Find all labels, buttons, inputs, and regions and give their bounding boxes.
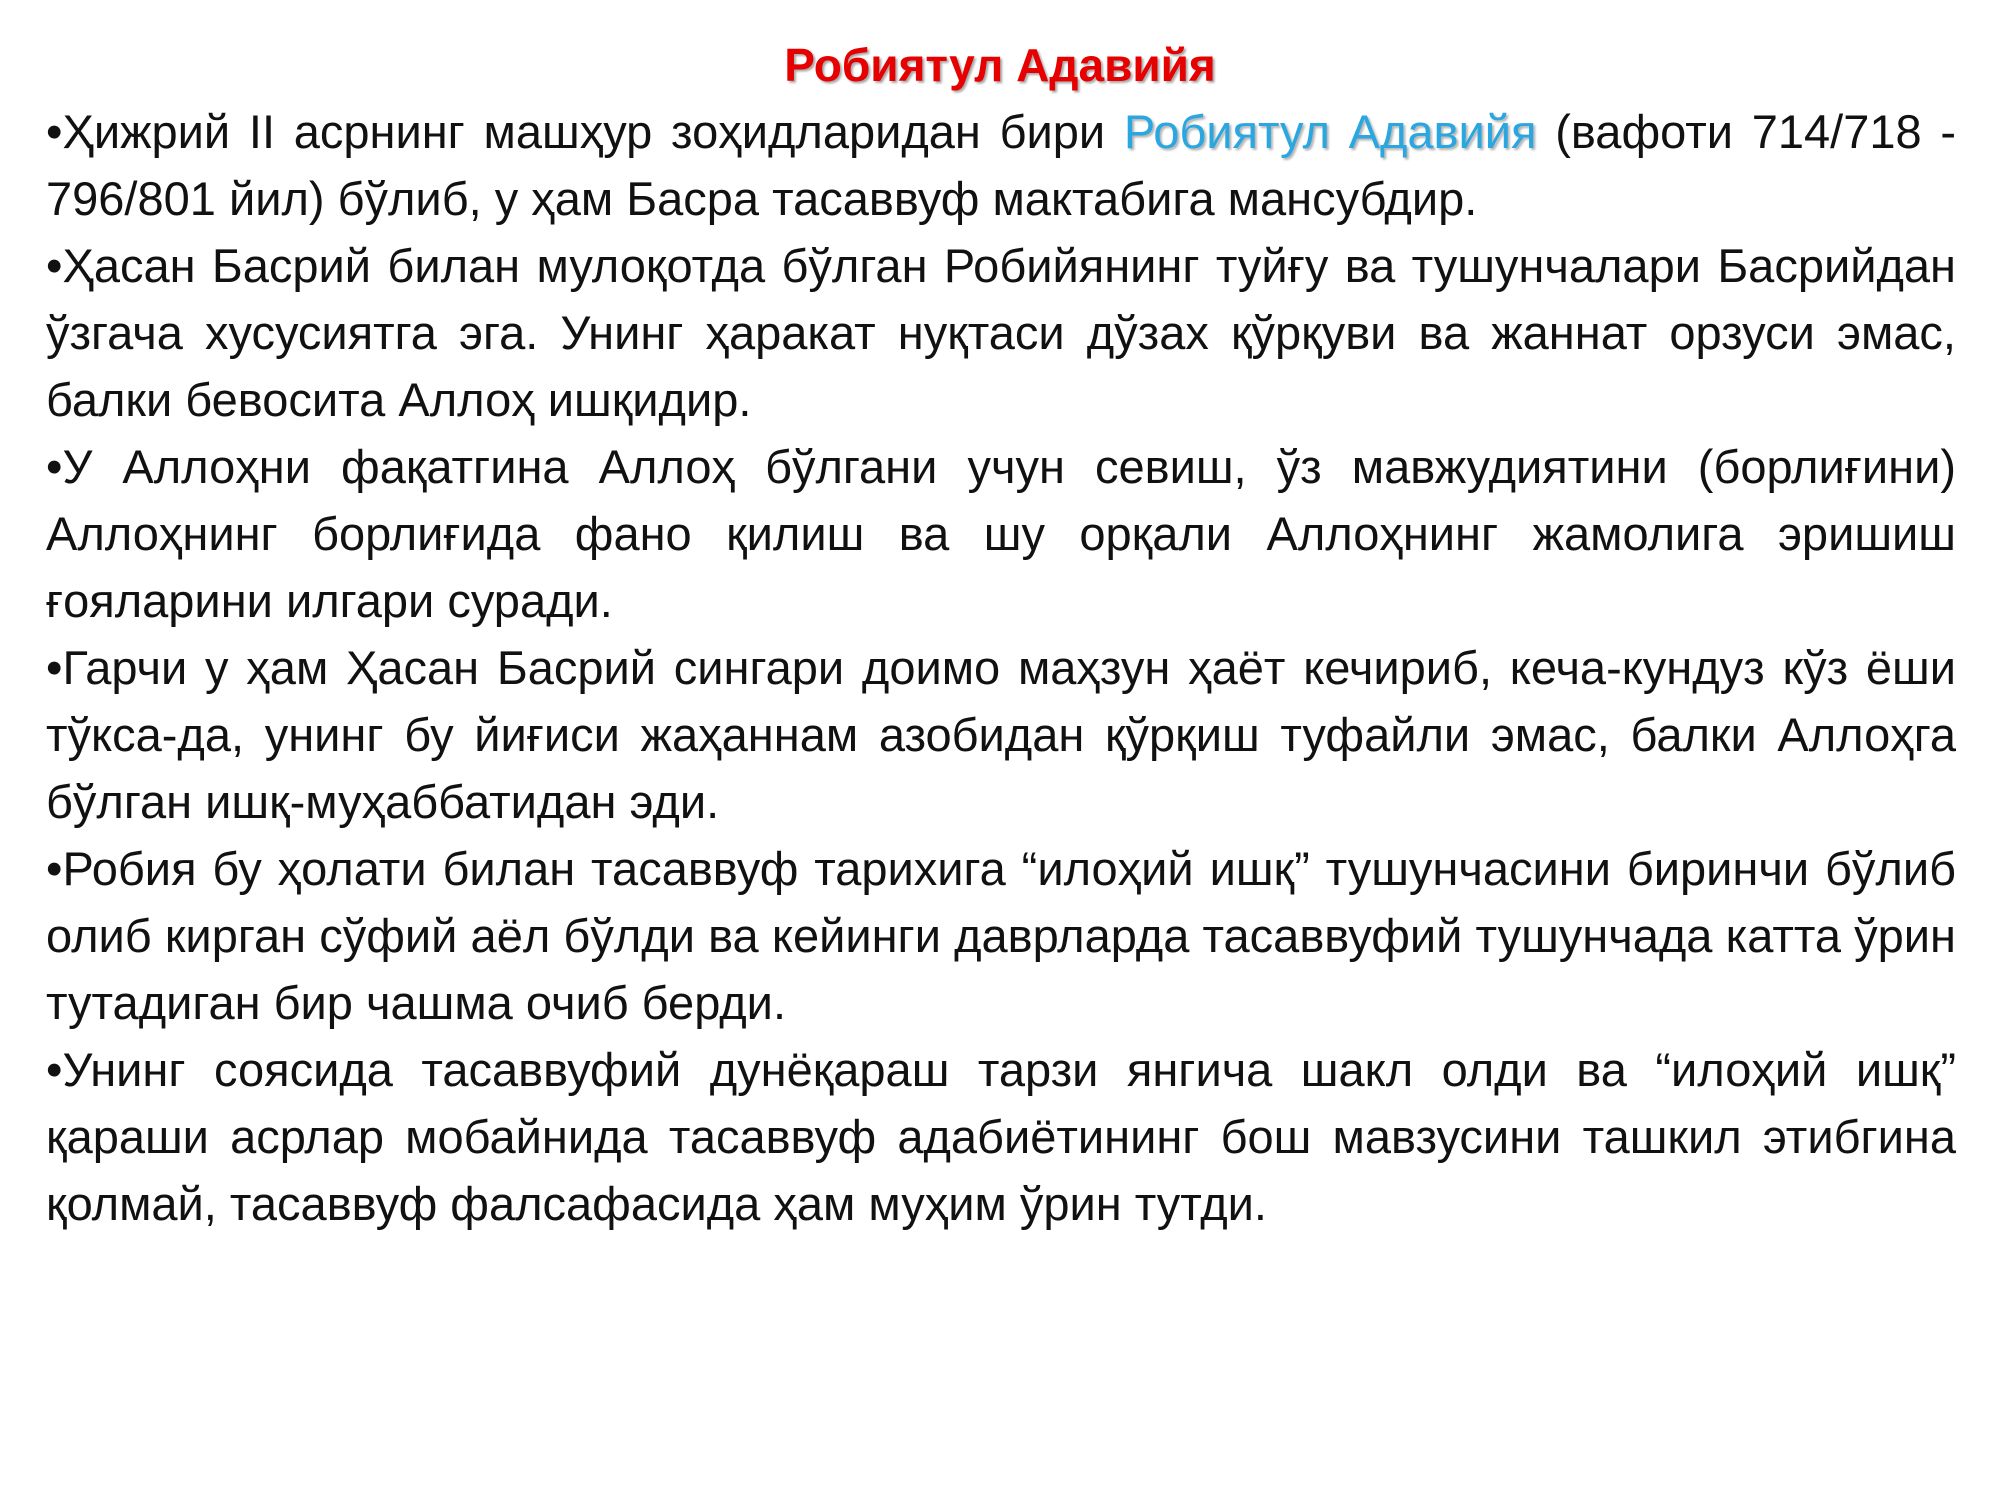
bullet-marker: •: [46, 842, 63, 895]
paragraph-2-text: Ҳасан Басрий билан мулоқотда бўлган Робийянинг туйғу ва тушунчалари Басрийдан ўзгача хусусиятга эга. Унинг ҳаракат нуқтаси дўзах қўрқуви ва жаннат орзуси эмас, балки бевосита Аллоҳ ишқидир.: [46, 239, 1956, 426]
paragraph-1-text-end: (вафоти 714/718 - 796/801 йил) бўлиб, у ҳам Басра тасаввуф мактабига мансубдир.: [46, 105, 1957, 225]
bullet-marker: •: [46, 1043, 63, 1096]
highlighted-name: Робиятул Адавийя: [1123, 105, 1537, 158]
bullet-marker: •: [46, 105, 63, 158]
slide-title: Робиятул Адавийя: [784, 39, 1216, 91]
bullet-marker: •: [46, 641, 63, 694]
paragraph-5-text: Робия бу ҳолати билан тасаввуф тарихига “илоҳий ишқ” тушунчасини биринчи бўлиб олиб кирган сўфий аёл бўлди ва кейинги даврларда тасаввуфий тушунчада катта ўрин тутадиган бир чашма очиб берди.: [46, 842, 1956, 1029]
paragraph-6-text: Унинг соясида тасаввуфий дунёқараш тарзи янгича шакл олди ва “илоҳий ишқ” қараши асрлар мобайнида тасаввуф адабиётининг бош мавзусини ташкил этибгина қолмай, тасаввуф фалсафасида ҳам муҳим ўрин тутди.: [46, 1043, 1956, 1230]
slide-body: [46, 98, 1956, 1237]
paragraph-6: [46, 1036, 1956, 1237]
paragraph-4: [46, 634, 1956, 835]
paragraph-1: [46, 98, 1956, 232]
bullet-marker: •: [46, 239, 63, 292]
paragraph-5: [46, 835, 1956, 1036]
bullet-marker: •: [46, 440, 63, 493]
paragraph-3: [46, 433, 1956, 634]
paragraph-3-text: У Аллоҳни фақатгина Аллоҳ бўлгани учун севиш, ўз мавжудиятини (борлиғини) Аллоҳнинг борлиғида фано қилиш ва шу орқали Аллоҳнинг жамолига эришиш ғояларини илгари суради.: [46, 440, 1956, 627]
paragraph-2: [46, 232, 1956, 433]
paragraph-4-text: Гарчи у ҳам Ҳасан Басрий сингари доимо маҳзун ҳаёт кечириб, кеча-кундуз кўз ёши тўкса-да, унинг бу йиғиси жаҳаннам азобидан қўрқиш туфайли эмас, балки Аллоҳга бўлган ишқ-муҳаббатидан эди.: [46, 641, 1956, 828]
paragraph-1-text-start: Ҳижрий II асрнинг машҳур зоҳидларидан бири: [62, 105, 1124, 158]
